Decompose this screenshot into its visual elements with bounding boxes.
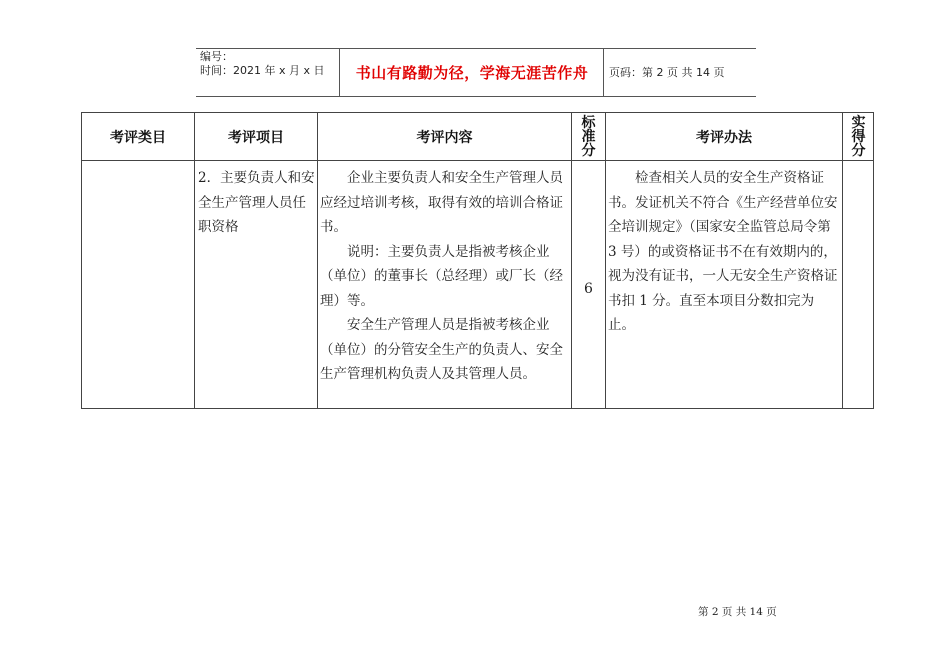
item-text: 2．主要负责人和安全生产管理人员任职资格 [198,170,315,235]
method-text: 检查相关人员的安全生产资格证书。发证机关不符合《生产经营单位安全培训规定》（国家安全监管总局令第 3 号）的或资格证书不在有效期内的，视为没有证书，一人无安全生产资格证书扣 1 分。直至本项目分数扣完为止。 [608,170,838,333]
evaluation-table [81,112,874,409]
column-header-category: 考评类目 [110,129,166,146]
column-header-actual-score-text: 实得分 [851,114,866,159]
content-paragraph: 说明：主要负责人是指被考核企业（单位）的董事长（总经理）或厂长（经理）等。 [320,243,563,309]
header-top-rule [196,48,756,49]
method-cell [608,166,840,338]
content-cell [320,166,570,387]
header-divider [339,48,340,97]
column-header-actual-score [843,113,874,160]
page-footer: 第 2 页 共 14 页 [698,606,777,618]
page-info: 页码：第 2 页 共 14 页 [609,66,725,79]
date-text: 时间：2021 年 x 月 x 日 [200,64,325,77]
column-header-item: 考评项目 [228,129,284,146]
column-header-standard-score [572,113,605,160]
serial-label: 编号： [200,50,233,63]
column-header-standard-score-text: 标准分 [581,114,596,159]
column-header-content: 考评内容 [416,129,473,146]
header-divider [603,48,604,97]
item-cell [198,166,316,240]
content-paragraph: 企业主要负责人和安全生产管理人员应经过培训考核，取得有效的培训合格证书。 [320,170,563,235]
column-header-method: 考评办法 [696,129,752,146]
motto: 书山有路勤为径，学海无涯苦作舟 [355,64,589,82]
header-bottom-rule [196,96,756,97]
standard-score-value: 6 [584,281,593,297]
content-paragraph: 安全生产管理人员是指被考核企业（单位）的分管安全生产的负责人、安全生产管理机构负责人及其管理人员。 [320,317,563,382]
header-row-divider [82,160,873,161]
